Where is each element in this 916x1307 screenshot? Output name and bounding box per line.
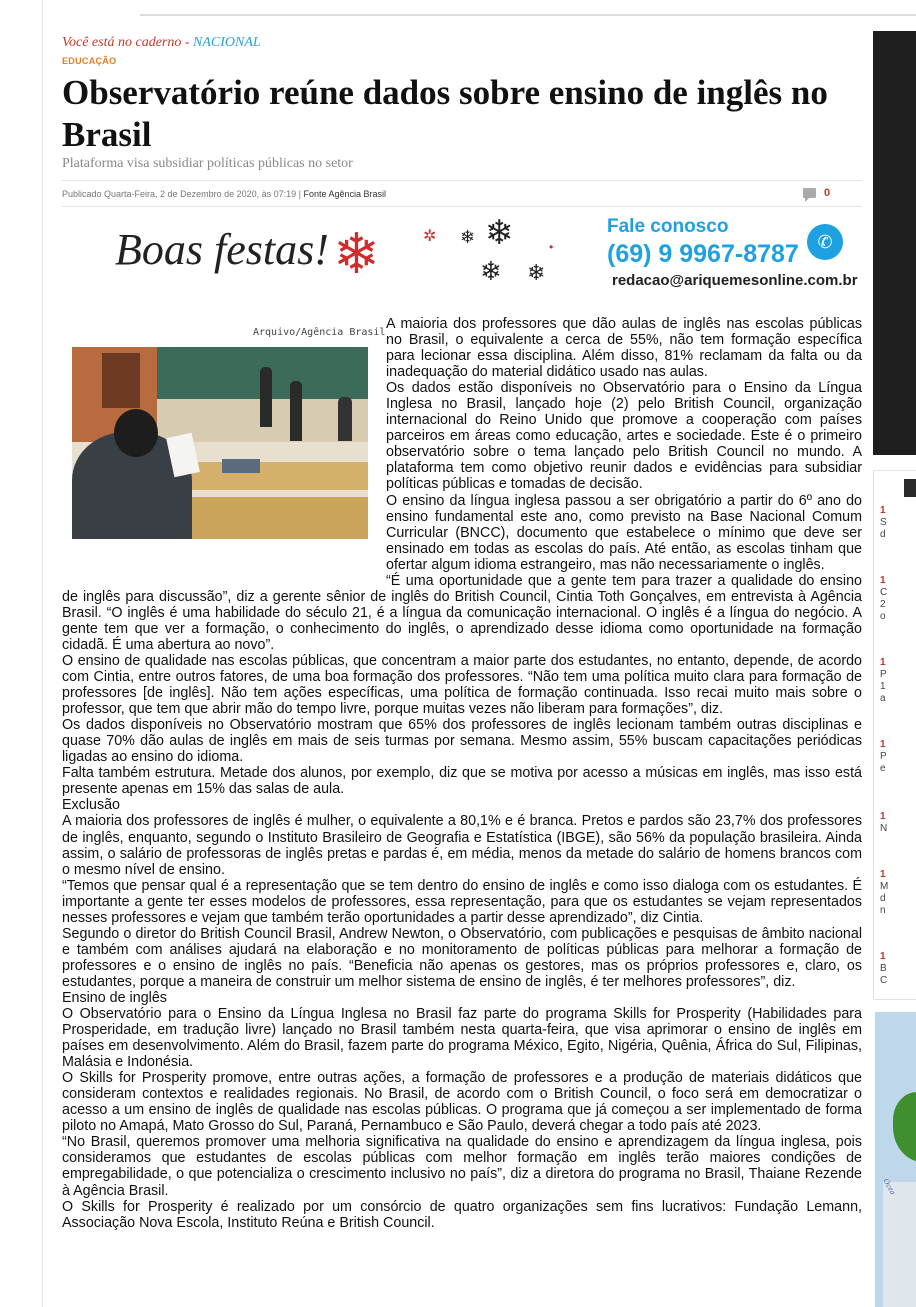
article-paragraph: Segundo o diretor do British Council Brasil, Andrew Newton, o Observatório, com publicações e pesquisas de âmbito nacional e também com análises ajudará na elaboração e no monitoramento de políticas públicas para melhorar a formação de professores e o ensino de inglês no país. “Beneficia não apenas os gestores, mas os próprios professores e, claro, os estudantes, porque a maneira de construir um melhor sistema de ensino de inglês, é ter melhores professores”, diz. — [62, 925, 862, 990]
article-paragraph: A maioria dos professores que dão aulas de inglês nas escolas públicas no Brasil, o equivalente a cerca de 55%, não tem formação específica para lecionar essa disciplina. Além disso, 81% reclamam da falta ou da inadequação do material didático usado nas aulas. — [386, 316, 862, 381]
snowflake-icon: ❄ — [485, 214, 514, 252]
article-paragraph: “Temos que pensar qual é a representação que se tem dentro do ensino de inglês e como isso dialoga com os estudantes. É importante a gente ter esses modelos de professores, essa representação, para que os estudantes se vejam representados nesses professores e vejam que também terão oportunidades a partir desse aprendizado”, diz Cintia. — [62, 877, 862, 926]
article-paragraph: “No Brasil, queremos promover uma melhoria significativa na qualidade do ensino e aprendizagem da língua inglesa, pois consideramos que estudantes de escolas públicas com melhor formação em inglês terão maiores condições de empregabilidade, o que potencializa o crescimento inclusivo no país”, diz a diretora do programa no Brasil, Thaiane Rezende à Agência Brasil. — [62, 1134, 862, 1199]
map-region — [883, 1182, 916, 1307]
article-paragraph: O Observatório para o Ensino da Língua Inglesa no Brasil faz parte do programa Skills for Prosperity (Habilidades para Prosperidade, em tradução livre) lançado no Brasil também nesta quarta-feira, que visa aprimorar o ensino de inglês em países em desenvolvimento. Além do Brasil, fazem parte do programa México, Egito, Nigéria, Quênia, África do Sul, Filipinas, Malásia e Indonésia. — [62, 1006, 862, 1071]
article-source: Fonte Agência Brasil — [303, 189, 387, 199]
sidebar-news-item[interactable]: 1 N — [880, 811, 888, 834]
breadcrumb-prefix: Você está no caderno - — [62, 35, 194, 50]
publish-date: Publicado Quarta-Feira, 2 de Dezembro de 2020, às 07:19 — [62, 189, 297, 199]
meta-separator: | — [296, 189, 304, 199]
snowflake-icon: ❄ — [527, 260, 546, 285]
meta-divider-bottom — [62, 206, 862, 207]
article-paragraph: “É uma oportunidade que a gente tem para trazer a qualidade do ensino de inglês para discussão”, diz a gerente sênior de inglês do British Council, Cintia Toth Gonçalves, em entrevista à Agência Brasil. “O inglês é uma habilidade do século 21, é a língua da comunicação internacional. O inglês é a língua do negócio. A gente tem que ver a formação, o conhecimento do inglês, o aprendizado desse idioma como oportunidade na formação cidadã. É uma abertura ao novo”. — [62, 572, 862, 653]
comment-icon — [803, 188, 816, 198]
snowflake-icon: ❄ — [460, 227, 476, 247]
article-paragraph: O Skills for Prosperity é realizado por um consórcio de quatro organizações sem fins lucrativos: Fundação Lemann, Associação Nova Escola, Instituto Reúna e British Council. — [62, 1198, 862, 1231]
article-headline: Observatório reúne dados sobre ensino de inglês no Brasil — [62, 73, 828, 154]
map-widget[interactable] — [875, 1012, 916, 1307]
article-body — [62, 316, 862, 1231]
article-paragraph: O ensino da língua inglesa passou a ser obrigatório a partir do 6º ano do ensino fundamental este ano, como previsto na Base Nacional Comum Curricular (BNCC), documento que estabelece o mínimo que deve ser ensinado em todas as escolas do país. Até então, as escolas tinham que ofertar algum idioma estrangeiro, mas não necessariamente o inglês. — [386, 492, 862, 573]
photo-credit: Arquivo/Agência Brasil — [253, 327, 386, 338]
sidebar-news-item[interactable]: 1 M d n — [880, 869, 889, 916]
article-paragraph: A maioria dos professores de inglês é mulher, o equivalente a 80,1% e é branca. Pretos e pardos são 23,7% dos professores de inglês, enquanto, segundo o Instituto Brasileiro de Geografia e Estatística (IBGE), são 56% da população brasileira. Ainda assim, o salário de professoras de inglês pretas e pardas é, em média, menos da metade do salário de homens brancos com o mesmo nível de ensino. — [62, 813, 862, 878]
article-meta — [62, 189, 386, 199]
article-subtitle: Plataforma visa subsidiar políticas públicas no setor — [62, 156, 353, 171]
ornament-icon: • — [549, 240, 554, 254]
contact-title: Fale conosco — [607, 216, 729, 237]
article-paragraph: Os dados disponíveis no Observatório mostram que 65% dos professores de inglês lecionam também outras disciplinas e quase 70% dão aulas de inglês em mais de seis turmas por semana. Mesmo assim, 55% buscam capacitações periódicas ligadas ao ensino do idioma. — [62, 717, 862, 766]
whatsapp-icon[interactable]: ✆ — [807, 224, 843, 260]
meta-divider-top — [62, 180, 862, 181]
breadcrumb — [62, 35, 261, 51]
sidebar-news-item[interactable]: 1 C 2 o — [880, 575, 888, 622]
image-float-spacer — [62, 316, 386, 586]
article-paragraph: Os dados estão disponíveis no Observatório para o Ensino da Língua Inglesa no Brasil, lançado hoje (2) pelo British Council, organização internacional do Reino Unido que promove a cooperação com países parceiros em áreas como educação, artes e sociedade. Este é o primeiro observatório sobre o tema lançado pelo British Council no mundo. A plataforma tem como objetivo reunir dados e evidências para subsidiar políticas públicas e tomadas de decisão. — [386, 380, 862, 493]
sidebar-header — [904, 479, 916, 497]
holiday-ad-banner[interactable] — [105, 214, 857, 296]
ornament-icon: ✲ — [423, 228, 437, 245]
contact-phone[interactable]: (69) 9 9967-8787 — [607, 240, 799, 268]
article-paragraph: O Skills for Prosperity promove, entre outras ações, a formação de professores e a produção de materiais didáticos que consideram contextos e realidades regionais. No Brasil, de acordo com o British Council, o foco será em democratizar o acesso a um ensino de inglês de qualidade nas escolas públicas. O programa que já começou a ser implementado de forma piloto no Amapá, Mato Grosso do Sul, Paraná, Pernambuco e São Paulo, deverá chegar a todo país até 2023. — [62, 1070, 862, 1135]
map-label: Ocea — [881, 1176, 898, 1197]
snowflake-icon: ❄ — [480, 256, 502, 286]
sidebar-news-item[interactable]: 1 S d — [880, 505, 887, 540]
article-subheading: Exclusão — [62, 797, 121, 814]
contact-email[interactable]: redacao@ariquemesonline.com.br — [612, 272, 858, 289]
sidebar-news-item[interactable]: 1 B C — [880, 951, 888, 986]
breadcrumb-section-link[interactable]: NACIONAL — [193, 35, 261, 50]
map-land — [893, 1092, 916, 1162]
side-dark-panel — [873, 31, 916, 455]
category-label[interactable]: EDUCAÇÃO — [62, 56, 117, 66]
top-divider — [140, 14, 916, 16]
comment-counter[interactable] — [803, 187, 830, 199]
comment-count: 0 — [824, 187, 831, 199]
sidebar-news-item[interactable]: 1 P e — [880, 739, 887, 774]
sidebar-news-item[interactable]: 1 P 1 a — [880, 657, 887, 704]
page-left-border — [42, 0, 43, 1307]
snowflake-icon: ❄ — [333, 222, 380, 285]
article-paragraph: Falta também estrutura. Metade dos alunos, por exemplo, diz que se motiva por acesso a músicas em inglês, mas isso está presente apenas em 15% das salas de aula. — [62, 765, 862, 798]
article-subheading: Ensino de inglês — [62, 989, 167, 1006]
banner-greeting: Boas festas! — [115, 225, 329, 274]
sidebar-latest-news — [873, 470, 916, 1000]
article-paragraph: O ensino de qualidade nas escolas públicas, que concentram a maior parte dos estudantes, no entanto, depende, de acordo com Cintia, entre outros fatores, de uma boa formação dos professores. “Não tem uma política muito clara para formação de professores [de inglês]. Não tem ações específicas, uma política de formação continuada. Isso recai muito mais sobre o professor, que tem que abrir mão do tempo livre, porque muitas vezes não liberam para formações”, diz. — [62, 652, 862, 718]
